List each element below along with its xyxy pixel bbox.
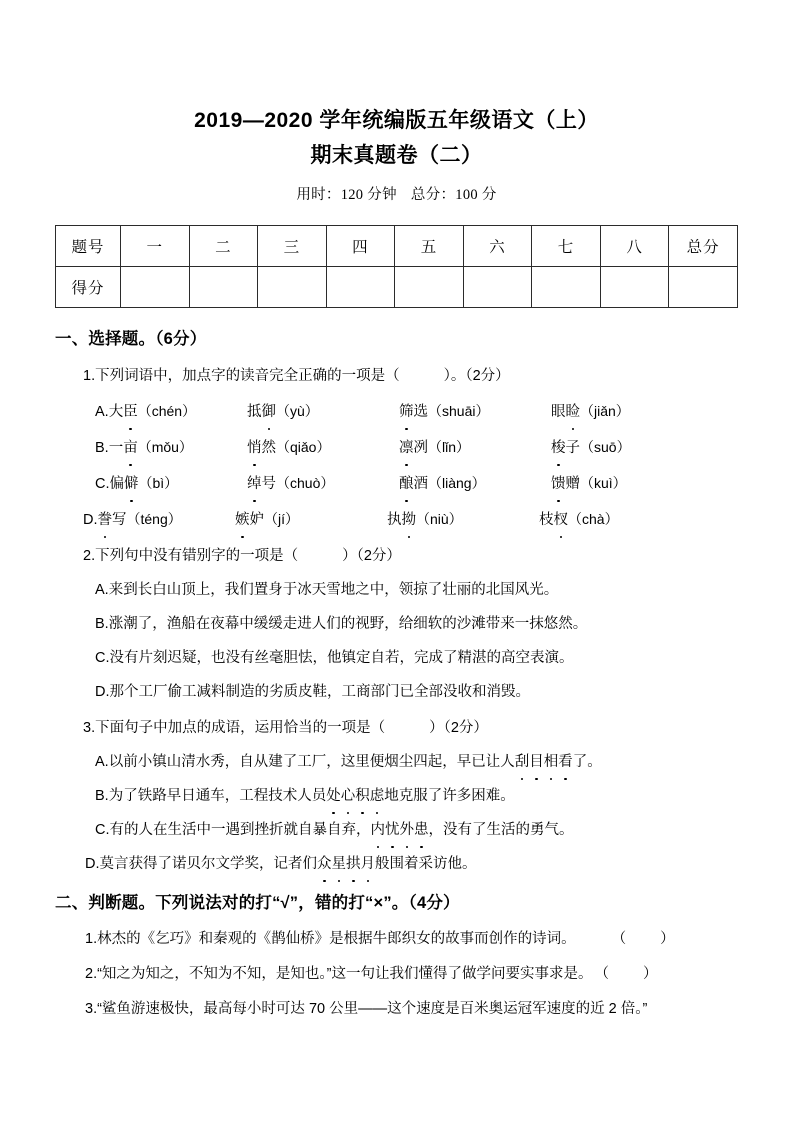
score-table [55, 225, 738, 308]
exam-duration: 用时：120 分钟 [296, 187, 397, 203]
q3-option-d-label: D. [85, 856, 100, 872]
question-2-stem [55, 542, 738, 571]
option-a-item-2 [247, 396, 399, 427]
option-d-item-1 [83, 504, 235, 535]
option-d-item1-post: 写 [112, 512, 127, 528]
tf-item-1-paren-close: ） [660, 931, 675, 947]
option-b-item4-post: 子 [565, 440, 580, 456]
option-c-item2-dotted-char: 绰 [247, 469, 262, 499]
score-table-row-label-1: 题号 [56, 226, 121, 267]
tf-item-3 [55, 995, 738, 1024]
option-a-item-1 [95, 396, 247, 427]
score-cell-6[interactable] [463, 267, 532, 308]
option-a-item3-pinyin: （shuāi） [428, 403, 490, 419]
option-b-item3-post: 冽 [413, 440, 428, 456]
q3-option-d-idiom-dotted: 众星拱月 [317, 850, 375, 879]
option-b-item2-post: 然 [261, 440, 276, 456]
option-c-item3-pinyin: （liàng） [428, 475, 486, 491]
score-table-col-2: 二 [189, 226, 258, 267]
option-d-item3-pinyin: （niù） [416, 511, 463, 527]
option-b-label: B. [95, 440, 109, 456]
score-cell-8[interactable] [600, 267, 669, 308]
option-c-item1-pre: 偏 [109, 476, 124, 492]
option-d-item4-pre: 枝 [539, 512, 554, 528]
option-c-item4-pinyin: （kuì） [580, 475, 627, 491]
q3-option-b-label: B. [95, 788, 109, 804]
option-c-item3-dotted-char: 酿 [399, 469, 414, 499]
score-table-col-7: 七 [532, 226, 601, 267]
question-1-stem-before: 1.下列词语中，加点字的读音完全正确的一项是（ [83, 368, 400, 384]
option-b-item4-pinyin: （suō） [580, 439, 631, 455]
question-3-stem [55, 714, 738, 743]
table-row-scores [56, 267, 738, 308]
score-cell-7[interactable] [532, 267, 601, 308]
score-cell-4[interactable] [326, 267, 395, 308]
score-table-col-4: 四 [326, 226, 395, 267]
option-a-item4-pre: 眼 [551, 404, 566, 420]
q3-option-c-pre: 有的人在生活中一遇到挫折就自暴自弃， [109, 822, 371, 838]
q3-option-d-post: 般围着采访他。 [375, 856, 477, 872]
option-b-item-1 [95, 432, 247, 463]
option-d-item4-pinyin: （chà） [568, 511, 619, 527]
score-cell-total[interactable] [669, 267, 738, 308]
score-table-col-3: 三 [258, 226, 327, 267]
option-b-item4-dotted-char: 梭 [551, 433, 566, 463]
option-d-item3-pre: 执 [387, 512, 402, 528]
tf-item-3-text: 3.“鲨鱼游速极快，最高每小时可达 70 公里——这个速度是百米奥运冠军速度的近 2 倍。” [85, 1001, 648, 1017]
question-3-stem-before: 3.下面句子中加点的成语，运用恰当的一项是（ [83, 720, 386, 736]
exam-body [55, 324, 738, 1024]
option-d-item-4 [539, 504, 619, 535]
question-2-option-b[interactable]: B.涨潮了，渔船在夜幕中缓缓走进人们的视野，给细软的沙滩带来一抹悠然。 [95, 616, 588, 632]
title-block [55, 0, 738, 204]
option-a-item1-pre: 大 [108, 404, 124, 420]
score-table-col-6: 六 [463, 226, 532, 267]
q3-option-b-pre: 为了铁路早日通车，工程技术人员 [108, 788, 327, 804]
option-d-item-3 [387, 504, 539, 535]
page-title-line1: 2019—2020 学年统编版五年级语文（上） [194, 109, 599, 132]
question-3-stem-after: ）（2分） [429, 720, 488, 736]
option-b-item-3 [399, 432, 551, 463]
q3-option-c-idiom-dotted: 内忧外患 [371, 816, 429, 845]
option-a-item1-dotted-char: 臣 [123, 397, 138, 427]
q3-option-a-idiom-dotted: 刮目相看 [515, 748, 573, 777]
score-cell-3[interactable] [258, 267, 327, 308]
tf-item-1-paren-open: （ [611, 931, 627, 947]
tf-item-2-paren-close: ） [643, 966, 658, 982]
option-c-item-3 [399, 468, 551, 499]
option-b-item2-pinyin: （qiǎo） [276, 439, 331, 455]
tf-item-2 [55, 960, 738, 989]
option-b-item2-dotted-char: 悄 [247, 433, 262, 463]
score-table-col-8: 八 [600, 226, 669, 267]
option-a-item4-dotted-char: 睑 [566, 397, 581, 427]
option-b-item3-pinyin: （lǐn） [428, 439, 471, 455]
section-heading-2: 二、判断题。下列说法对的打“√”，错的打“×”。（4分） [55, 894, 460, 912]
option-a-item3-dotted-char: 筛 [399, 397, 414, 427]
option-d-item2-dotted-char: 嫉 [235, 505, 250, 535]
option-c-item2-pinyin: （chuò） [276, 475, 335, 491]
score-table-col-5: 五 [395, 226, 464, 267]
option-c-item1-pinyin: （bì） [138, 475, 179, 491]
option-c-item-4 [551, 468, 627, 499]
question-2-option-c[interactable]: C.没有片刻迟疑，也没有丝毫胆怯，他镇定自若，完成了精湛的高空表演。 [95, 650, 574, 666]
q3-option-a-post: 了。 [572, 754, 602, 770]
question-1-stem [55, 362, 738, 391]
option-b-item-2 [247, 432, 399, 463]
option-d-item1-pinyin: （téng） [126, 511, 182, 527]
option-d-item1-dotted-char: 誊 [98, 505, 113, 535]
option-c-label: C. [95, 476, 110, 492]
option-c-item4-post: 赠 [565, 476, 580, 492]
score-table-col-1: 一 [121, 226, 190, 267]
question-1-option-a[interactable] [55, 396, 738, 427]
option-a-item2-pre: 抵 [247, 404, 262, 420]
option-a-item3-post: 选 [413, 404, 428, 420]
exam-meta [55, 183, 738, 204]
option-d-item3-dotted-char: 拗 [402, 505, 417, 535]
q3-option-a-label: A. [95, 754, 109, 770]
score-cell-2[interactable] [189, 267, 258, 308]
option-a-item4-pinyin: （jiǎn） [580, 403, 630, 419]
option-c-item2-post: 号 [261, 476, 276, 492]
question-2-stem-after: ）（2分） [342, 548, 401, 564]
option-a-item-3 [399, 396, 551, 427]
option-c-item-1 [95, 468, 247, 499]
option-a-item1-pinyin: （chén） [137, 403, 197, 419]
question-2-option-a[interactable]: A.来到长白山顶上，我们置身于冰天雪地之中，领掠了壮丽的北国风光。 [95, 582, 559, 598]
question-3-option-b[interactable] [55, 782, 738, 811]
q3-option-c-post: ，没有了生活的勇气。 [428, 822, 574, 838]
section-heading-1: 一、选择题。（6分） [55, 330, 207, 348]
question-3-option-c[interactable] [55, 816, 738, 845]
q3-option-b-idiom-dotted: 处心积虑 [326, 782, 384, 811]
option-b-item1-pinyin: （mǒu） [137, 439, 193, 455]
question-3-option-a[interactable] [55, 748, 738, 777]
q3-option-c-label: C. [95, 822, 110, 838]
option-a-item-4 [551, 396, 630, 427]
page-title-line2: 期末真题卷（二） [310, 144, 483, 167]
question-2-option-d[interactable]: D.那个工厂偷工减料制造的劣质皮鞋，工商部门已全部没收和消毁。 [95, 684, 530, 700]
score-cell-1[interactable] [121, 267, 190, 308]
option-b-item1-pre: 一 [108, 440, 124, 456]
option-b-item3-dotted-char: 凛 [399, 433, 414, 463]
option-c-item4-dotted-char: 馈 [551, 469, 566, 499]
exam-total-score: 总分：100 分 [410, 187, 497, 203]
tf-item-1 [55, 925, 738, 954]
tf-item-1-text: 1.林杰的《乞巧》和秦观的《鹊仙桥》是根据牛郎织女的故事而创作的诗词。 [85, 931, 576, 947]
option-c-item3-post: 酒 [413, 476, 428, 492]
option-d-item2-pinyin: （jí） [264, 511, 299, 527]
score-cell-5[interactable] [395, 267, 464, 308]
question-1-option-b[interactable] [55, 432, 738, 463]
tf-item-2-text: 2.“知之为知之，不知为不知，是知也。”这一句让我们懂得了做学问要实事求是。 [85, 966, 593, 982]
option-a-item2-pinyin: （yù） [276, 403, 319, 419]
option-a-label: A. [95, 404, 109, 420]
score-table-col-total: 总分 [669, 226, 738, 267]
q3-option-a-pre: 以前小镇山清水秀，自从建了工厂，这里便烟尘四起，早已让人 [108, 754, 515, 770]
option-a-item2-dotted-char: 御 [262, 397, 277, 427]
question-1-stem-after: ）。（2分） [443, 368, 510, 384]
option-b-item1-dotted-char: 亩 [123, 433, 138, 463]
table-row-question-numbers [56, 226, 738, 267]
tf-item-2-paren-open: （ [594, 966, 609, 982]
score-table-wrapper [55, 225, 738, 308]
option-c-item1-dotted-char: 僻 [124, 469, 139, 499]
q3-option-d-pre: 莫言获得了诺贝尔文学奖，记者们 [99, 856, 317, 872]
question-2-stem-before: 2.下列句中没有错别字的一项是（ [83, 548, 299, 564]
option-b-item-4 [551, 432, 631, 463]
option-c-item-2 [247, 468, 399, 499]
question-1-option-c[interactable] [55, 468, 738, 499]
option-d-item2-post: 妒 [249, 512, 264, 528]
question-1-option-d[interactable] [55, 504, 738, 535]
q3-option-b-post: 地克服了许多困难。 [384, 788, 515, 804]
option-d-item-2 [235, 504, 387, 535]
option-d-item4-dotted-char: 杈 [554, 505, 569, 535]
question-3-option-d[interactable] [55, 850, 738, 879]
score-table-row-label-2: 得分 [56, 267, 121, 308]
option-d-label: D. [83, 512, 98, 528]
